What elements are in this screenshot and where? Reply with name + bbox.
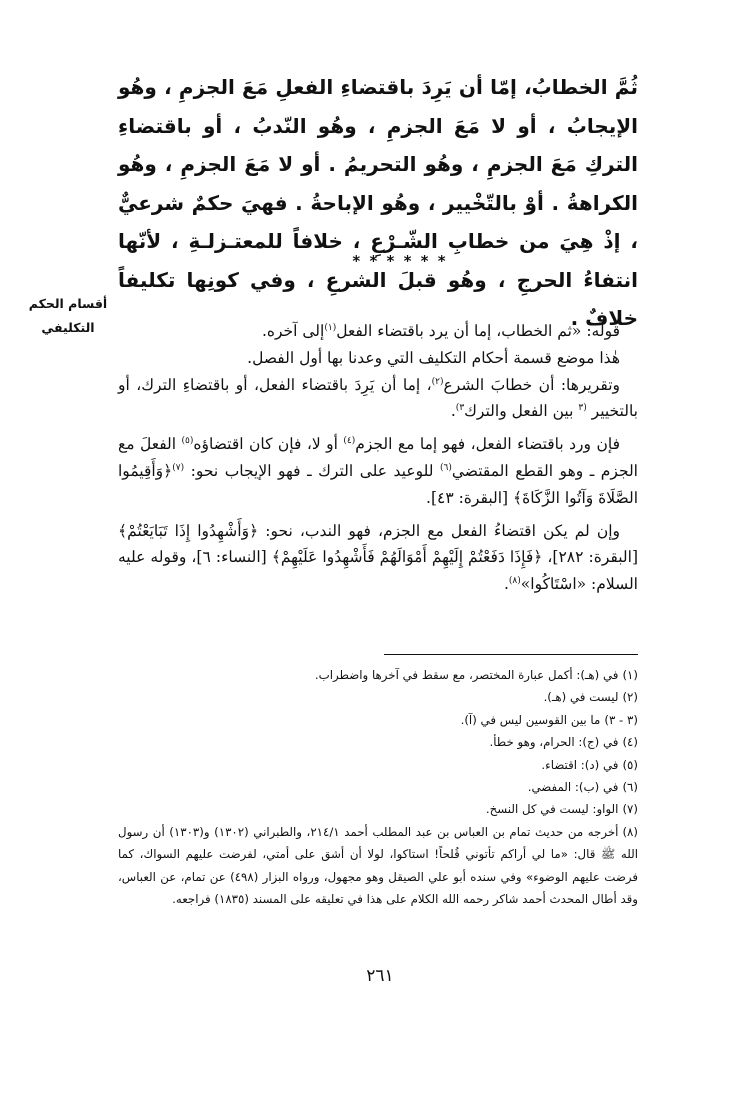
footnote-number: (٥) — [622, 757, 638, 772]
commentary-paragraph-4 — [118, 431, 638, 511]
main-text-block — [118, 68, 638, 338]
commentary-paragraph-1 — [118, 318, 638, 345]
side-heading-line-2: التكليفي — [41, 320, 95, 335]
footnote-marker: (٨) — [508, 576, 521, 587]
commentary-text: وتقريرها: أن خطابَ الشرع — [443, 375, 620, 394]
footnote-text: في (د): اقتضاء. — [541, 757, 619, 772]
commentary-text: . — [450, 402, 456, 421]
page-number: ٢٦١ — [366, 966, 394, 986]
footnote-marker: (٢) — [431, 376, 444, 387]
footnote-text: ما بين القوسين ليس في (آ). — [460, 712, 601, 727]
commentary-paragraph-2 — [118, 345, 638, 372]
footnote-number: (٧) — [622, 802, 638, 817]
footnote-text: في (ج): الحرام، وهو خطأ. — [489, 735, 619, 750]
footnote-list — [118, 664, 638, 910]
quran-verse: ﴿وَأَقِيمُوا الصَّلَاةَ وَآتُوا الزَّكَاةَ﴾ [البقرة: ٤٣]. — [118, 461, 638, 507]
footnote-6 — [118, 776, 638, 798]
footnote-text: الواو: ليست في كل النسخ. — [485, 802, 619, 817]
commentary-text: إلى آخره. — [261, 322, 325, 340]
commentary-text: وإن لم يكن اقتضاءُ الفعل مع الجزم، فهو الندب، نحو: ﴿وَأَشْهِدُوا إِذَا تَبَايَعْتُمْ﴾ [البقرة: ٢٨٢]، ﴿فَإِذَا دَفَعْتُمْ إِلَيْهِمْ أَمْوَالَهُمْ فَأَشْهِدُوا عَلَيْهِمْ﴾ [النساء: ٦]، وقوله عليه السلام: «اسْتَاكُوا» — [118, 521, 638, 594]
footnote-number: (٣ - ٣) — [604, 712, 638, 727]
commentary-paragraph-3 — [118, 372, 638, 426]
footnote-text: أخرجه من حديث تمام بن العباس بن عبد المطلب أحمد ٢١٤/١، والطبراني (١٣٠٢) و(١٣٠٣) أن رسول الله ﷺ قال: «ما لي أراكم تأتوني قُلحاً! استاكوا، لولا أن أشق على أمتي، لفرضت عليهم السواك، كما فرضت عليهم الوضوء» وفي سنده أبو علي الصيقل وهو مجهول، ورواه البزار (٤٩٨) عن تمام، عن العباس، وقد أطال المحدث أحمد شاكر رحمه الله الكلام على هذا في تعليقه على المسند (١٨٣٥) فراجعه. — [118, 824, 638, 907]
footnote-7 — [118, 798, 638, 820]
commentary-text: الفعلَ مع الجزم ـ وهو القطع المقتضي — [118, 435, 638, 480]
footnotes-block — [118, 664, 638, 910]
footnote-text: ليست في (هـ). — [543, 690, 619, 705]
footnote-marker: (٦) — [439, 462, 452, 473]
commentary-text: قوله: «ثم الخطاب، إما أن يرد باقتضاء الفعل — [336, 322, 620, 340]
footnote-5 — [118, 754, 638, 776]
commentary-text: أو لا، فإن كان اقتضاؤه — [193, 435, 338, 454]
footnote-2 — [118, 686, 638, 708]
footnote-marker: ٣) — [455, 403, 465, 414]
footnote-marker: (٥) — [181, 436, 194, 447]
commentary-text: للوعيد على الترك ـ فهو الإيجاب نحو: — [190, 461, 434, 480]
footnote-number: (٢) — [622, 690, 638, 705]
commentary-text: فإن ورد باقتضاء الفعل، فهو إما مع الجزم — [355, 435, 620, 454]
footnote-text: في (هـ): أكمل عبارة المختصر، مع سقط في آخرها واضطراب. — [314, 668, 619, 682]
footnote-marker: (٤) — [343, 436, 356, 447]
footnote-8 — [118, 821, 638, 911]
footnote-marker: (١) — [324, 322, 337, 333]
commentary-text: ، إما أن يَرِدَ باقتضاء الفعل، أو باقتضاءِ الترك، أو بالتخيير — [118, 375, 638, 421]
commentary-paragraph-5 — [118, 518, 638, 598]
footnote-marker: (٣ — [578, 403, 587, 414]
footnote-number: (٤) — [622, 735, 638, 750]
footnote-number: (١) — [622, 668, 638, 682]
commentary-text: . — [503, 575, 509, 594]
footnote-number: (٦) — [622, 780, 638, 795]
footnote-4 — [118, 731, 638, 753]
footnote-marker: (٧) — [172, 462, 185, 473]
commentary-text: هٰذا موضع قسمة أحكام التكليف التي وعدنا بها أول الفصل. — [247, 348, 620, 367]
footnote-number: (٨) — [622, 824, 638, 839]
footnote-3 — [118, 709, 638, 731]
commentary-text: بين الفعل والترك — [464, 402, 574, 421]
side-heading-line-1: أقسام الحكم — [28, 296, 108, 311]
footnote-divider — [384, 654, 638, 655]
footnote-1 — [118, 664, 638, 686]
commentary-block — [118, 318, 638, 598]
main-text: ثُمَّ الخطابُ، إمّا أن يَرِدَ باقتضاءِ الفعلِ مَعَ الجزمِ ، وهُو الإيجابُ ، أو لا مَعَ الجزمِ ، وهُو النّدبُ ، أو باقتضاءِ التركِ مَعَ الجزمِ ، وهُو التحريمُ . أو لا مَعَ الجزمِ ، وهُو الكراهةُ . أوْ بالتّخْيير ، وهُو الإباحةُ . فهيَ حكمٌ شرعيٌّ ، إذْ هِيَ من خطابِ الشّـرْعِ ، خلافاً للمعتـزلـةِ ، لأنّها انتفاءُ الحرجِ ، وهُو قبلَ الشرعِ ، وفي كونِها تكليفاً خلافٌ . — [118, 75, 638, 330]
section-separator: * * * * * * — [352, 252, 448, 270]
footnote-text: في (ب): المفضي. — [527, 780, 619, 795]
